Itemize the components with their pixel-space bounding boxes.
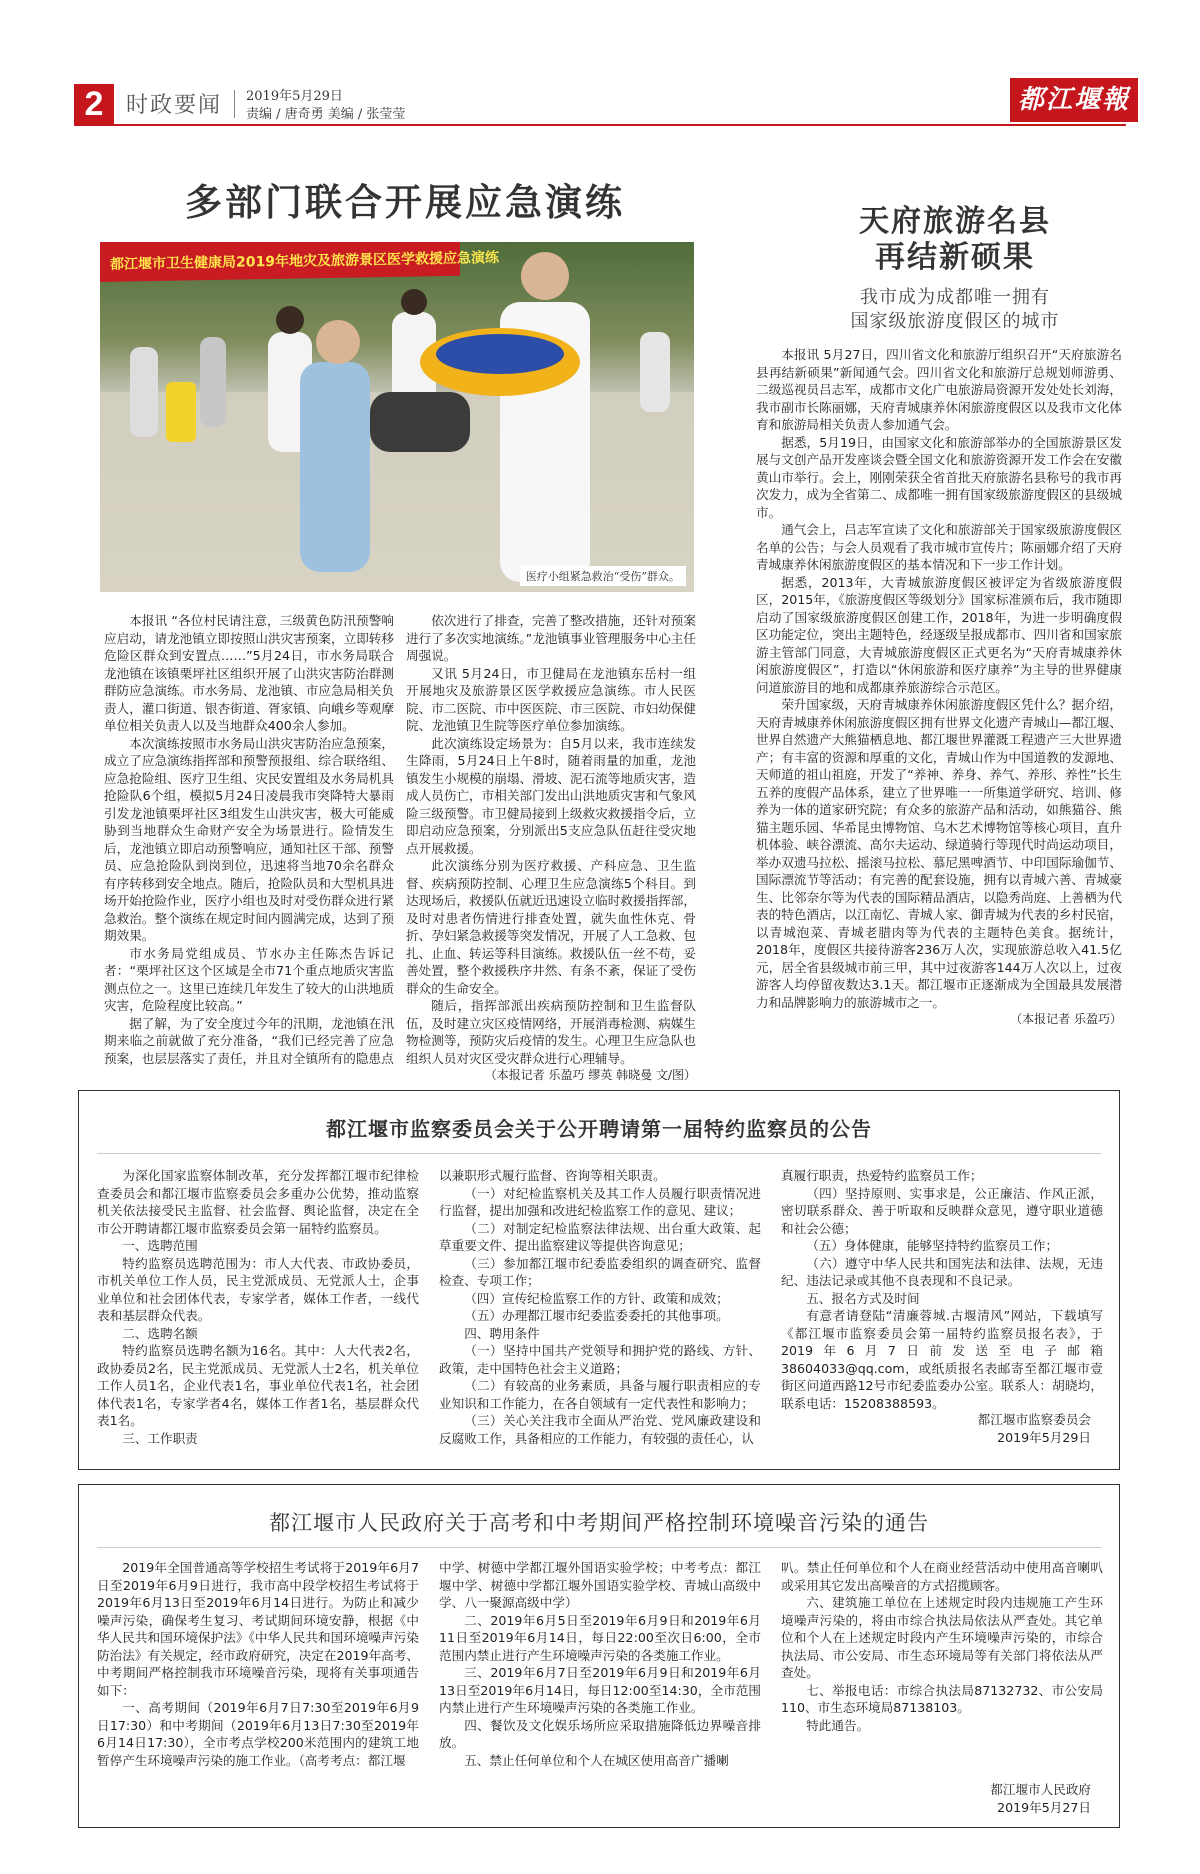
- story1-col1: [104, 612, 394, 1067]
- notice2-title: 都江堰市人民政府关于高考和中考期间严格控制环境噪音污染的通告: [269, 1511, 929, 1535]
- notice1-paragraph: （五）身体健康，能够坚持特约监察员工作；: [806, 1238, 1059, 1253]
- notice2-sign-org: 都江堰市人民政府: [990, 1782, 1091, 1797]
- story2-headline-line2: 再结新硕果: [875, 240, 1035, 275]
- notice1-rule: [97, 1153, 1101, 1154]
- editors-line: 责编 / 唐奇勇 美编 / 张莹莹: [246, 107, 406, 122]
- story2-paragraph: 本报讯 5月27日，四川省文化和旅游厅组织召开“天府旅游名县再结新硕果”新闻通气会。四川省文化和旅游厅总规划师游勇、二级巡视员吕志军，成都市文化广电旅游局资源开发处处长刘海，我市副市长陈丽娜，天府青城康养休闲旅游度假区以及我市文化体育和旅游局相关负责人参加通气会。: [756, 347, 1122, 432]
- header-divider: [234, 90, 235, 118]
- story1-headline: 多部门联合开展应急演练: [185, 181, 625, 224]
- notice1-paragraph: （三）关心关注我市全面从严治党、党风廉政建设和反腐败工作，具备相应的工作能力，有较强的责任心，认: [439, 1413, 761, 1446]
- notice1-paragraph: 二、选聘名额: [122, 1325, 198, 1341]
- page-header: [74, 82, 1130, 126]
- notice1-paragraph: （五）办理都江堰市纪委监委委托的其他事项。: [464, 1308, 729, 1323]
- notice1-paragraph: 一、选聘范围: [122, 1238, 198, 1253]
- story1-paragraph: 据了解，为了安全度过今年的汛期，龙池镇在汛期来临之前就做了充分准备，“我们已经完善了应急预案，也层层落实了责任，并且对全镇所有的隐患点: [104, 1015, 394, 1066]
- story1-col2: [406, 612, 696, 1085]
- notice1-signature: [781, 1411, 1091, 1446]
- notice2-signature: [781, 1781, 1091, 1816]
- story1-paragraph: 依次进行了排查，完善了整改措施，还针对预案进行了多次实地演练。”龙池镇事业管理服务中心主任周强说。: [406, 613, 696, 663]
- story2-paragraph: 据悉，2013年，大青城旅游度假区被评定为省级旅游度假区，2015年，《旅游度假区等级划分》国家标准颁布后，我市随即启动了国家级旅游度假区创建工作，2018年，为进一步明确度假区功能定位，突出主题特色，经逐级呈报成都市、四川省和国家旅游主管部门同意，大青城旅游度假区正式更名为“天府青城康养休闲旅游度假区”，打造以“休闲旅游和医疗康养”为主导的世界健康问道旅游目的地和成都康养旅游综合示范区。: [756, 574, 1122, 695]
- section-name: 时政要闻: [126, 93, 223, 118]
- notice2-paragraph: 中学、树德中学都江堰外国语实验学校；中考考点：都江堰中学、树德中学都江堰外国语实验学校、青城山高级中学、八一聚源高级中学）: [439, 1560, 761, 1610]
- notice1-paragraph: 有意者请登陆“清廉蓉城.古堰清风”网站，下载填写《都江堰市监察委员会第一届特约监察员报名表》，于2019年6月7日前发送至电子邮箱38604033@qq.com，或纸质报名表邮寄至都江堰市壹街区问道西路12号市纪委监委办公室。联系人：胡晓均，联系电话：15208388593。: [781, 1308, 1103, 1411]
- notice2-paragraph: 六、建筑施工单位在上述规定时段内违规施工产生环境噪声污染的，将由市综合执法局依法从严查处。其它单位和个人在上述规定时段内产生环境噪声污染的，市综合执法局、市公安局、市生态环境局等有关部门将依法从严查处。: [781, 1595, 1103, 1680]
- story1-paragraph: 随后，指挥部派出疾病预防控制和卫生监督队伍，及时建立灾区疫情网络，开展消毒检测、病媒生物检测等，预防灾后疫情的发生。心理卫生应急队也组织人员对灾区受灾群众进行心理辅导。: [406, 998, 696, 1066]
- notice2-paragraph: 五、禁止任何单位和个人在城区使用高音广播喇: [464, 1752, 729, 1768]
- notice1-paragraph: （二）对制定纪检监察法律法规、出台重大政策、起草重要文件、提出监察建议等提供咨询意见；: [439, 1220, 761, 1253]
- story2-sub-line2: 国家级旅游度假区的城市: [850, 311, 1060, 332]
- notice1-paragraph: 四、聘用条件: [464, 1325, 540, 1341]
- notice1-paragraph: （二）有较高的业务素质，具备与履行职责相应的专业知识和工作能力，在各自领域有一定代表性和影响力；: [439, 1378, 761, 1411]
- issue-date-block: [246, 88, 405, 124]
- story1-paragraph: 此次演练设定场景为：自5月以来，我市连续发生降雨，5月24日上午8时，随着雨量的加重，龙池镇发生小规模的崩塌、滑坡、泥石流等地质灾害，造成人员伤亡，市相关部门发出山洪地质灾害和气象风险三级预警。市卫健局接到上级救灾救援指令后，立即启动应急预案，分别派出5支应急队伍赶往受灾地点开展救援。: [406, 735, 696, 856]
- notice1-box: [78, 1090, 1120, 1470]
- notice1-sign-date: 2019年5月29日: [997, 1429, 1091, 1445]
- story1-byline: （本报记者 乐盈巧 缪英 韩晓曼 文/图）: [484, 1068, 696, 1082]
- page-number: 2: [74, 84, 114, 124]
- notice2-col3: [781, 1559, 1103, 1734]
- newspaper-logo: 都江堰報: [1010, 78, 1138, 122]
- story2-sub-line1: 我市成为成都唯一拥有: [860, 287, 1050, 308]
- notice2-paragraph: 特此通告。: [806, 1717, 870, 1733]
- notice1-paragraph: 三、工作职责: [122, 1430, 198, 1446]
- notice2-col2: [439, 1559, 761, 1769]
- story2-paragraph: 荣升国家级，天府青城康养休闲旅游度假区凭什么？据介绍，天府青城康养休闲旅游度假区拥有世界文化遗产青城山—都江堰、世界自然遗产大熊猫栖息地、都江堰世界灌溉工程遗产三大世界遗产；有丰富的资源和厚重的文化，青城山作为中国道教的发源地、天师道的祖山祖庭，开发了“养神、养身、养气、养形、养性”长生五养的度假产品体系，建立了世界唯一一所集道学研究、培训、修养为一体的道家研究院；有众多的旅游产品和活动，如熊猫谷、熊猫主题乐园、华希昆虫博物馆、乌木艺术博物馆等核心项目，直升机体验、峡谷漂流、高尔夫运动、绿道骑行等现代时尚运动项目，举办双遗马拉松、摇滚马拉松、慕尼黑啤酒节、中印国际瑜伽节、国际漂流节等活动；有完善的配套设施，拥有以青城六善、青城豪生、比邻奈尔等为代表的国际精品酒店，以隐秀尚庭、上善栖为代表的特色酒店，以江南忆、青城人家、御青城为代表的乡村民宿，以青城泡菜、青城老腊肉等为代表的主题特色美食。据统计，2018年，度假区共接待游客236万人次，实现旅游总收入41.5亿元，居全省县级城市前三甲，其中过夜游客144万人次以上，过夜游客人均停留夜数达3.1天。都江堰市正逐渐成为全国最具发展潜力和品牌影响力的旅游城市之一。: [756, 697, 1122, 1010]
- notice1-title: 都江堰市监察委员会关于公开聘请第一届特约监察员的公告: [326, 1117, 872, 1141]
- story2-paragraph: 据悉，5月19日，由国家文化和旅游部举办的全国旅游景区发展与文创产品开发座谈会暨全国文化和旅游资源开发工作会在安徽黄山市举行。会上，刚刚荣获全省首批天府旅游名县称号的我市再次发力，成为全省第二、成都唯一拥有国家级旅游度假区的县级城市。: [756, 434, 1122, 520]
- notice1-paragraph: 以兼职形式履行监督、咨询等相关职责。: [439, 1168, 666, 1183]
- notice1-paragraph: 为深化国家监察体制改革，充分发挥都江堰市纪律检查委员会和都江堰市监察委员会多重办公优势，推动监察机关依法接受民主监督、社会监督、舆论监督，决定在全市公开聘请都江堰市监察委员会第一届特约监察员。: [97, 1168, 419, 1236]
- notice2-paragraph: 七、举报电话：市综合执法局87132732、市公安局110、市生态环境局87138103。: [781, 1682, 1103, 1715]
- story1-photo: [100, 242, 694, 592]
- story2-byline: （本报记者 乐盈巧）: [1010, 1012, 1122, 1026]
- notice2-paragraph: 四、餐饮及文化娱乐场所应采取措施降低边界噪音排放。: [439, 1717, 761, 1750]
- story1-paragraph: 本次演练按照市水务局山洪灾害防治应急预案，成立了应急演练指挥部和预警预报组、综合联络组、应急抢险组、医疗卫生组、灾民安置组及水务局机具抢险队6个组，模拟5月24日凌晨我市突降特大暴雨引发龙池镇栗坪社区3组发生山洪灾害，极大可能威胁到当地群众生命财产安全为场景进行。险情发生后，龙池镇立即启动预警响应，通知社区干部、预警员、应急抢险队到岗到位，迅速将当地70余名群众有序转移到安全地点。随后，抢险队员和大型机具进场开始抢险作业，医疗小组也及时对受伤群众进行紧急救治。整个演练在规定时间内圆满完成，达到了预期效果。: [104, 735, 394, 943]
- notice2-paragraph: 2019年全国普通高等学校招生考试将于2019年6月7日至2019年6月9日进行，我市高中段学校招生考试将于2019年6月13日至2019年6月14日进行。为防止和减少噪声污染，确保考生复习、考试期间环境安静，根据《中华人民共和国环境保护法》《中华人民共和国环境噪声污染防治法》有关规定，经市政府研究，决定在2019年高考、中考期间严格控制我市环境噪音污染，现将有关事项通告如下：: [97, 1560, 419, 1698]
- notice1-col1: [97, 1167, 419, 1447]
- story1-paragraph: 又讯 5月24日，市卫健局在龙池镇东岳村一组开展地灾及旅游景区医学救援应急演练。市人民医院、市二医院、市中医医院、市三医院、市妇幼保健院、龙池镇卫生院等医疗单位参加演练。: [406, 665, 696, 733]
- story2-subheadline: [790, 286, 1120, 334]
- notice1-paragraph: （三）参加都江堰市纪委监委组织的调查研究、监督检查、专项工作；: [439, 1255, 761, 1288]
- notice2-rule: [97, 1547, 1101, 1548]
- notice1-paragraph: （六）遵守中华人民共和国宪法和法律、法规，无违纪、违法记录或其他不良表现和不良记录。: [781, 1255, 1103, 1288]
- story2-headline-line1: 天府旅游名县: [859, 204, 1051, 239]
- notice1-col3: [781, 1167, 1103, 1412]
- notice1-paragraph: 真履行职责，热爱特约监察员工作；: [781, 1168, 983, 1183]
- notice2-box: [78, 1484, 1120, 1828]
- notice2-paragraph: 一、高考期间（2019年6月7日7:30至2019年6月9日17:30）和中考期间（2019年6月13日7:30至2019年6月14日17:30），全市考点学校200米范围内的建筑工地暂停产生环境噪声污染的施工作业。（高考考点：都江堰: [97, 1700, 419, 1768]
- photo-banner-text: 都江堰市卫生健康局2019年地灾及旅游景区医学救援应急演练: [110, 250, 499, 273]
- notice1-paragraph: （四）宣传纪检监察工作的方针、政策和成效；: [464, 1290, 729, 1306]
- story2-body: [756, 346, 1122, 1029]
- notice1-sign-org: 都江堰市监察委员会: [977, 1412, 1091, 1427]
- story2-headline: [790, 204, 1120, 276]
- story1-paragraph: 市水务局党组成员、节水办主任陈杰告诉记者：“栗坪社区这个区域是全市71个重点地质灾害监测点位之一。这里已连续几年发生了较大的山洪地质灾害，危险程度比较高。”: [104, 945, 394, 1013]
- notice1-paragraph: 五、报名方式及时间: [806, 1290, 920, 1306]
- photo-banner: [100, 242, 499, 282]
- notice1-col2: [439, 1167, 761, 1447]
- story1-paragraph: 此次演练分别为医疗救援、产科应急、卫生监督、疾病预防控制、心理卫生应急演练5个科目。到达现场后，救援队伍就近迅速设立临时救援指挥部，及时对患者伤情进行排查处置，就失血性休克、骨折、孕妇紧急救援等突发情况，开展了人工急救、包扎、止血、转运等科目演练。救援队伍一丝不苟，妥善处置，整个救援秩序井然、有条不紊，保证了受伤群众的生命安全。: [406, 858, 696, 996]
- notice2-paragraph: 叭。禁止任何单位和个人在商业经营活动中使用高音喇叭或采用其它发出高噪音的方式招揽顾客。: [781, 1560, 1103, 1593]
- notice2-col1: [97, 1559, 419, 1769]
- notice1-paragraph: 特约监察员选聘范围为：市人大代表、市政协委员，市机关单位工作人员，民主党派成员、无党派人士，企事业单位和社会团体代表，专家学者，媒体工作者，一线代表和基层群众代表。: [97, 1255, 419, 1323]
- photo-caption: 医疗小组紧急救治“受伤”群众。: [520, 566, 686, 586]
- notice2-sign-date: 2019年5月27日: [997, 1799, 1091, 1815]
- notice1-paragraph: （四）坚持原则、实事求是，公正廉洁、作风正派，密切联系群众、善于听取和反映群众意见，遵守职业道德和社会公德；: [781, 1185, 1103, 1236]
- story2-paragraph: 通气会上，吕志军宣读了文化和旅游部关于国家级旅游度假区名单的公告；与会人员观看了我市城市宣传片；陈丽娜介绍了天府青城康养休闲旅游度假区的基本情况和下一步工作计划。: [756, 522, 1122, 572]
- story1-paragraph: 本报讯 “各位村民请注意，三级黄色防汛预警响应启动，请龙池镇立即按照山洪灾害预案，立即转移危险区群众到安置点……”5月24日，市水务局联合龙池镇在该镇栗坪社区组织开展了山洪灾害防治群测群防应急演练。市水务局、龙池镇、市应急局相关负责人，灌口街道、银杏街道、胥家镇、向峨乡等观摩单位相关负责人以及当地群众400余人参加。: [104, 613, 394, 733]
- notice1-paragraph: （一）坚持中国共产党领导和拥护党的路线、方针、政策，走中国特色社会主义道路；: [439, 1343, 761, 1376]
- drill-scene-image: [100, 242, 694, 592]
- notice2-paragraph: 三、2019年6月7日至2019年6月9日和2019年6月13日至2019年6月14日，每日12:00至14:30，全市范围内禁止进行产生环境噪声污染的各类施工作业。: [439, 1665, 761, 1715]
- issue-date: 2019年5月29日: [246, 89, 343, 104]
- notice1-paragraph: 特约监察员选聘名额为16名。其中：人大代表2名，政协委员2名，民主党派成员、无党派人士2名，机关单位工作人员1名，企业代表1名，事业单位代表1名，社会团体代表1名，专家学者4名，媒体工作者1名，基层群众代表1名。: [97, 1343, 419, 1428]
- notice1-paragraph: （一）对纪检监察机关及其工作人员履行职责情况进行监督，提出加强和改进纪检监察工作的意见、建议；: [439, 1185, 761, 1218]
- notice2-paragraph: 二、2019年6月5日至2019年6月9日和2019年6月11日至2019年6月14日，每日22:00至次日6:00，全市范围内禁止进行产生环境噪声污染的各类施工作业。: [439, 1612, 761, 1663]
